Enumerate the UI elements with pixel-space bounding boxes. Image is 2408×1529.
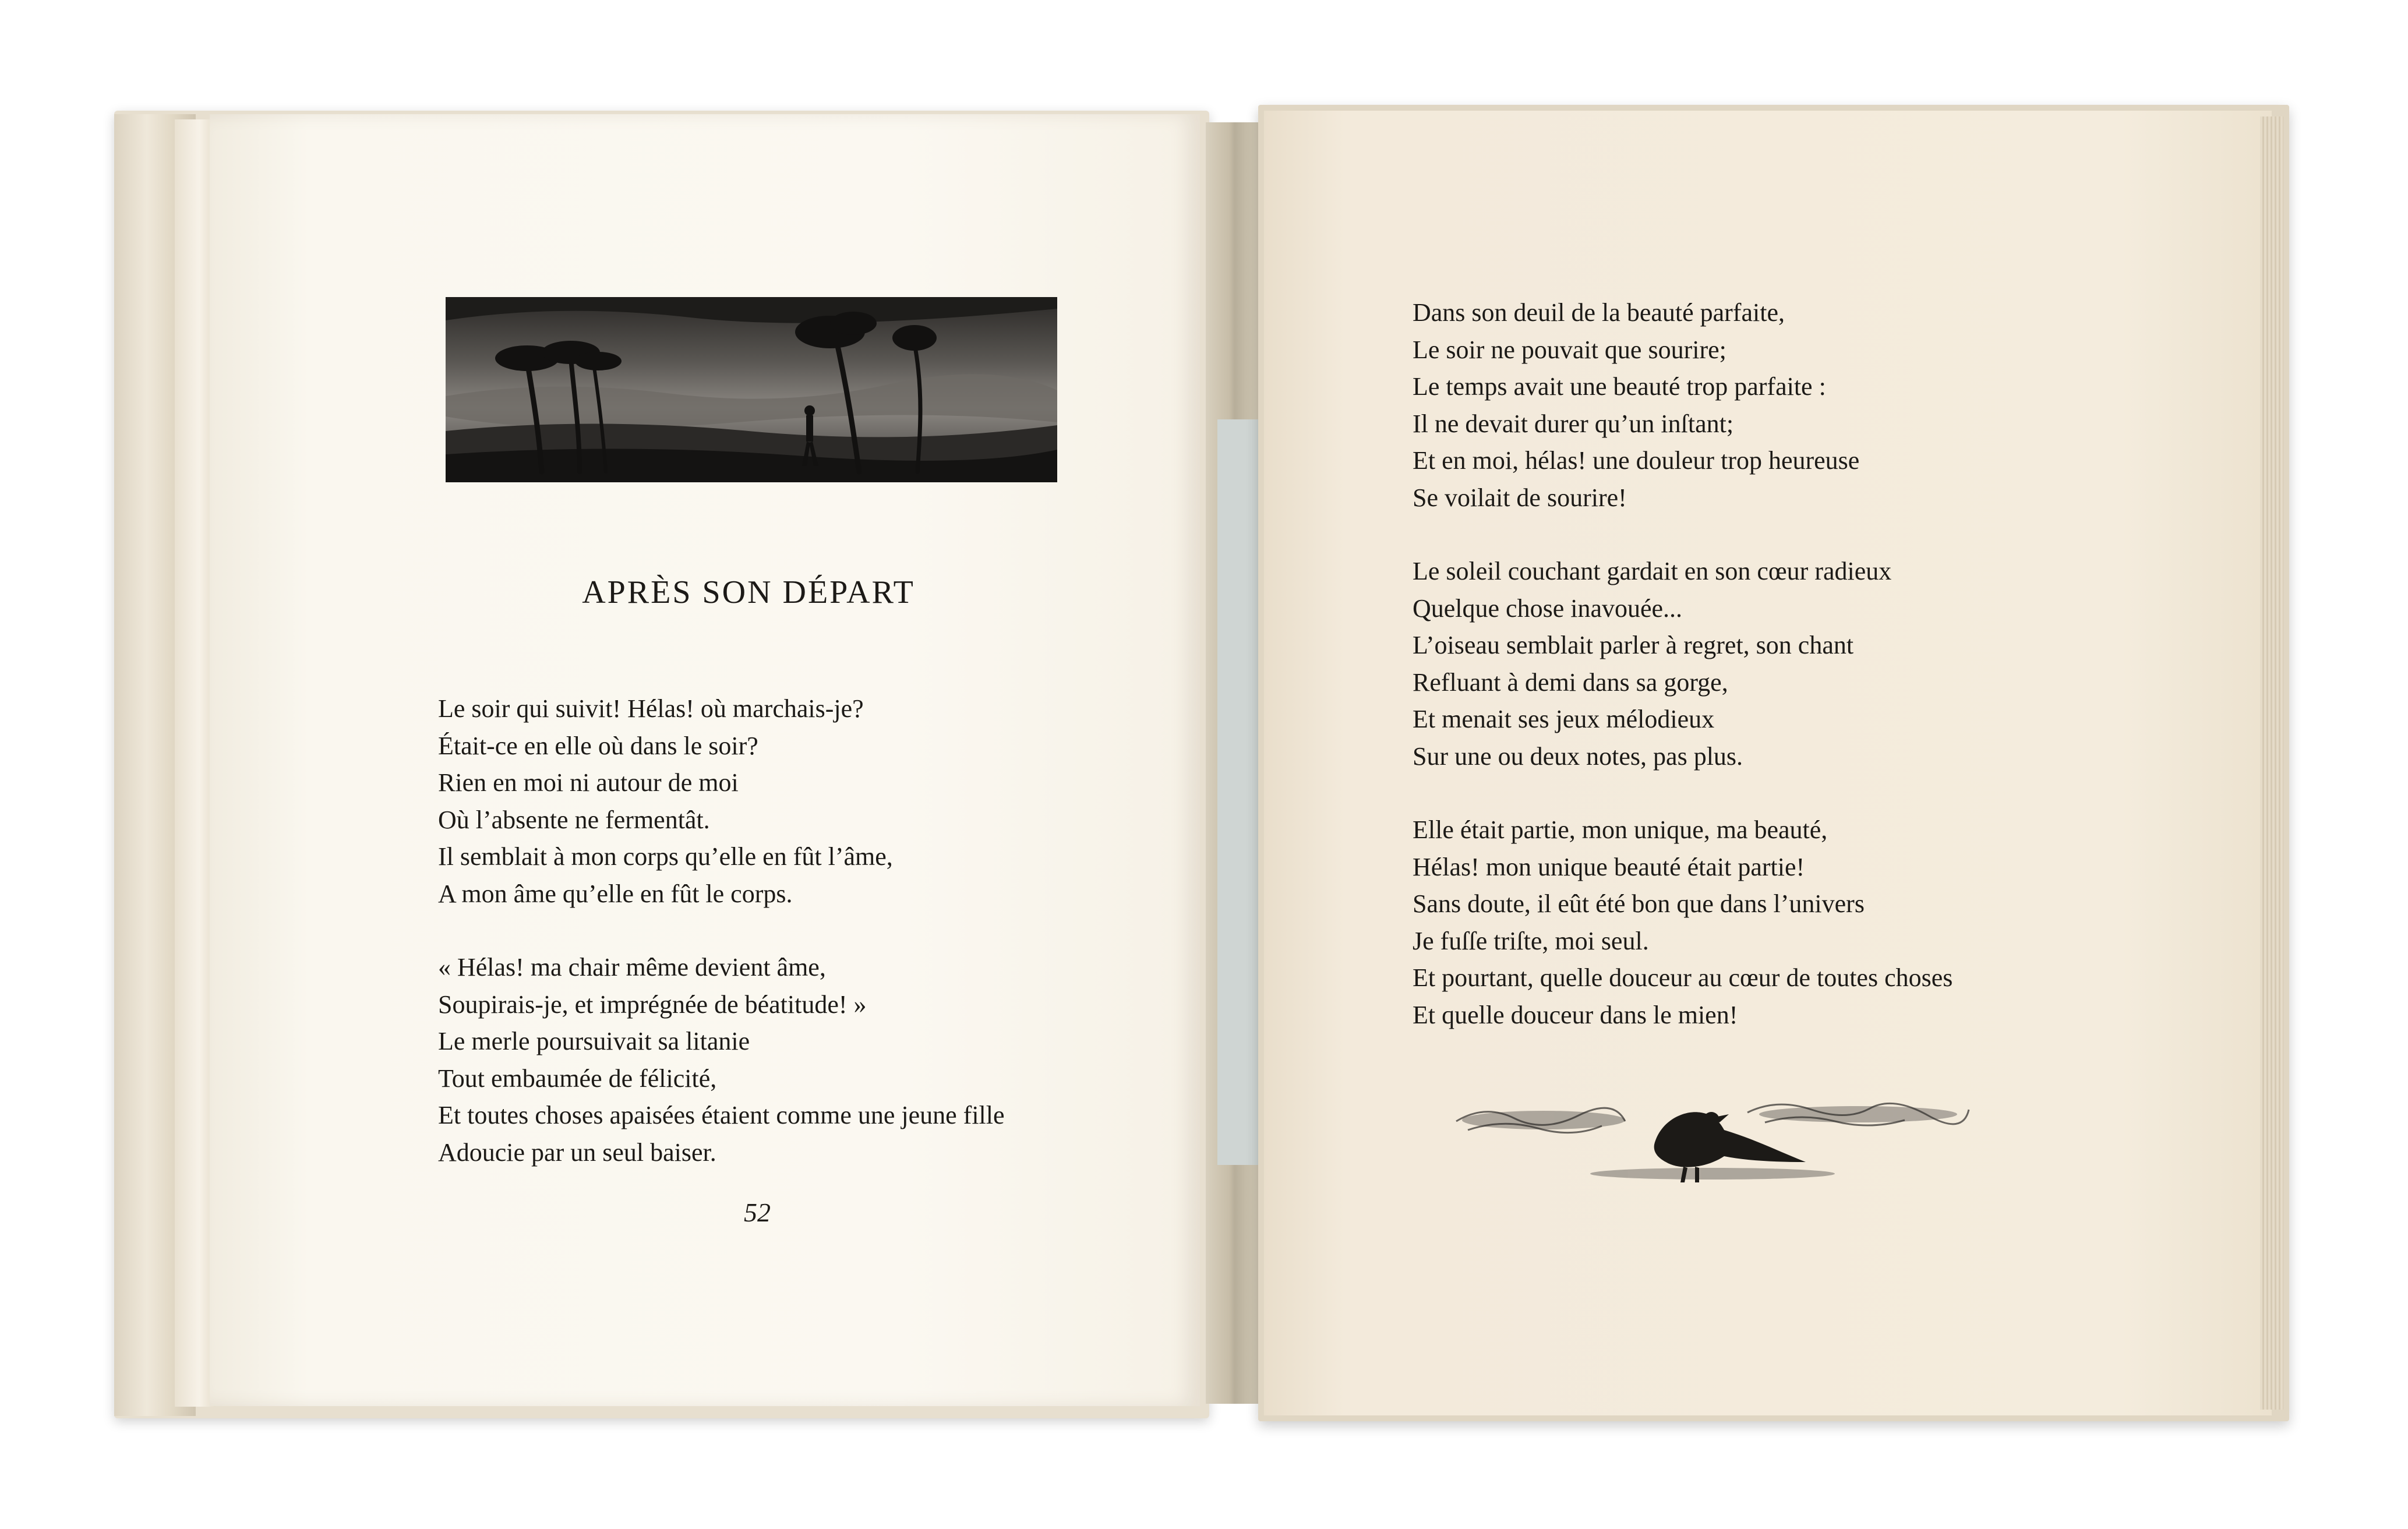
verse-line: Le merle poursuivait sa litanie (438, 1027, 750, 1055)
verse-line: Où l’absente ne fermentât. (438, 805, 710, 834)
verse-line: Adoucie par un seul baiser. (438, 1138, 716, 1167)
verse-line: Sans doute, il eût été bon que dans l’univers (1413, 889, 1865, 918)
verse-line: Se voilait de sourire! (1413, 483, 1627, 512)
right-page-poem (1413, 294, 1952, 1070)
left-page-poem (438, 690, 1005, 1207)
right-page-edges (2260, 116, 2283, 1410)
verse-line: Il semblait à mon corps qu’elle en fût l’âme, (438, 842, 893, 871)
verse-line: Le temps avait une beauté trop parfaite : (1413, 372, 1826, 401)
stanza (1413, 811, 1952, 1033)
bird-illustration (1450, 1086, 1975, 1197)
verse-line: Hélas! mon unique beauté était partie! (1413, 852, 1805, 881)
verse-line: Soupirais-je, et imprégnée de béatitude! » (438, 990, 867, 1019)
verse-line: Je fuſſe triſte, moi seul. (1413, 926, 1649, 955)
verse-line: Et toutes choses apaisées étaient comme une jeune fille (438, 1101, 1005, 1129)
verse-line: Refluant à demi dans sa gorge, (1413, 668, 1728, 697)
verse-line: A mon âme qu’elle en fût le corps. (438, 879, 793, 908)
stanza (438, 690, 1005, 912)
verse-line: Elle était partie, mon unique, ma beauté, (1413, 815, 1828, 844)
verse-line: Le soleil couchant gardait en son cœur radieux (1413, 557, 1892, 585)
verse-line: Le soir ne pouvait que sourire; (1413, 335, 1726, 364)
verse-line: Tout embaumée de félicité, (438, 1064, 717, 1093)
poem-title: APRÈS SON DÉPART (582, 574, 915, 610)
verse-line: Était-ce en elle où dans le soir? (438, 731, 758, 760)
verse-line: Le soir qui suivit! Hélas! où marchais-je? (438, 694, 864, 723)
verse-line: Quelque chose inavouée... (1413, 594, 1683, 623)
landscape-illustration (446, 297, 1057, 482)
verse-line: Rien en moi ni autour de moi (438, 768, 739, 797)
stanza (438, 949, 1005, 1171)
gutter-insert (1217, 419, 1264, 1165)
verse-line: Et en moi, hélas! une douleur trop heureuse (1413, 446, 1860, 475)
verse-line: Et pourtant, quelle douceur au cœur de toutes choses (1413, 963, 1953, 992)
verse-line: L’oiseau semblait parler à regret, son chant (1413, 631, 1854, 659)
verse-line: Et quelle douceur dans le mien! (1413, 1000, 1738, 1029)
verse-line: Dans son deuil de la beauté parfaite, (1413, 298, 1785, 327)
verse-line: Il ne devait durer qu’un inſtant; (1413, 409, 1734, 438)
stanza (1413, 294, 1952, 516)
verse-line: « Hélas! ma chair même devient âme, (438, 953, 826, 981)
verse-line: Et menait ses jeux mélodieux (1413, 705, 1715, 733)
page-number: 52 (744, 1198, 771, 1227)
stanza (1413, 553, 1952, 775)
verse-line: Sur une ou deux notes, pas plus. (1413, 741, 1743, 771)
